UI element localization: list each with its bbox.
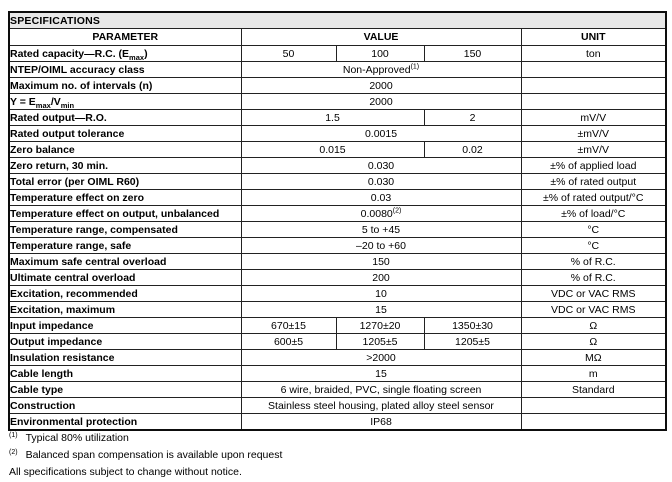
parameter-cell: Temperature effect on zero [9, 190, 241, 206]
value-cell: 10 [241, 286, 521, 302]
value-cell: 0.0015 [241, 126, 521, 142]
parameter-cell: Zero return, 30 min. [9, 158, 241, 174]
specifications-table [8, 11, 667, 431]
footnote [9, 447, 282, 464]
value-cell: 0.02 [424, 142, 521, 158]
value-cell: 0.015 [241, 142, 424, 158]
unit-cell: ton [521, 46, 666, 62]
unit-cell: % of R.C. [521, 270, 666, 286]
parameter-cell: Maximum no. of intervals (n) [9, 78, 241, 94]
page-title: SPECIFICATIONS [9, 12, 666, 29]
parameter-cell: Rated output—R.O. [9, 110, 241, 126]
table-row [9, 366, 666, 382]
parameter-cell: Rated capacity—R.C. $(E_{max})$ [9, 46, 241, 62]
value-cell: Stainless steel housing, plated alloy steel sensor [241, 398, 521, 414]
unit-cell: ±mV/V [521, 142, 666, 158]
unit-cell: ±% of load/°C [521, 206, 666, 222]
column-header-unit: UNIT [521, 29, 666, 46]
unit-cell: % of R.C. [521, 254, 666, 270]
value-cell: 6 wire, braided, PVC, single floating screen [241, 382, 521, 398]
value-cell: 150 [241, 254, 521, 270]
unit-cell: m [521, 366, 666, 382]
value-cell: 0.030 [241, 158, 521, 174]
unit-cell [521, 414, 666, 431]
parameter-cell: Total error (per OIML R60) [9, 174, 241, 190]
table-row [9, 94, 666, 110]
footnote-text: Typical 80% utilization [25, 432, 129, 444]
table-row [9, 78, 666, 94]
parameter-cell: Cable length [9, 366, 241, 382]
footnote-marker: (2) [9, 448, 18, 456]
value-cell: >2000 [241, 350, 521, 366]
parameter-cell: NTEP/OIML accuracy class [9, 62, 241, 78]
parameter-cell: Excitation, maximum [9, 302, 241, 318]
title-row [9, 12, 666, 29]
unit-cell: Standard [521, 382, 666, 398]
parameter-cell: Ultimate central overload [9, 270, 241, 286]
unit-cell: ±% of rated output [521, 174, 666, 190]
value-cell: 670±15 [241, 318, 336, 334]
value-cell: 1.5 [241, 110, 424, 126]
unit-cell: mV/V [521, 110, 666, 126]
footnote [9, 430, 282, 447]
parameter-cell: Output impedance [9, 334, 241, 350]
table-row [9, 334, 666, 350]
parameter-cell: Input impedance [9, 318, 241, 334]
table-row [9, 318, 666, 334]
table-row [9, 190, 666, 206]
unit-cell: MΩ [521, 350, 666, 366]
table-row [9, 286, 666, 302]
parameter-cell: $Y = E_{max}/V_{min}$ [9, 94, 241, 110]
unit-cell: Ω [521, 334, 666, 350]
value-cell: 150 [424, 46, 521, 62]
unit-cell: °C [521, 238, 666, 254]
value-cell: 1205±5 [424, 334, 521, 350]
unit-cell: ±% of rated output/°C [521, 190, 666, 206]
parameter-cell: Insulation resistance [9, 350, 241, 366]
column-header-value: VALUE [241, 29, 521, 46]
column-header-parameter: PARAMETER [9, 29, 241, 46]
unit-cell: Ω [521, 318, 666, 334]
value-cell: 5 to +45 [241, 222, 521, 238]
unit-cell: ±% of applied load [521, 158, 666, 174]
footnote-marker: (1) [9, 431, 18, 439]
unit-cell [521, 94, 666, 110]
table-row [9, 238, 666, 254]
column-header-row [9, 29, 666, 46]
value-cell: 0.0080$^{(2)}$ [241, 206, 521, 222]
unit-cell: ±mV/V [521, 126, 666, 142]
value-cell: 100 [336, 46, 424, 62]
table-row [9, 62, 666, 78]
parameter-cell: Zero balance [9, 142, 241, 158]
parameter-cell: Temperature range, compensated [9, 222, 241, 238]
table-row [9, 174, 666, 190]
spec-table-body [9, 46, 666, 431]
table-row [9, 158, 666, 174]
table-row [9, 350, 666, 366]
parameter-cell: Environmental protection [9, 414, 241, 431]
unit-cell [521, 78, 666, 94]
table-row [9, 382, 666, 398]
unit-cell: VDC or VAC RMS [521, 286, 666, 302]
table-row [9, 126, 666, 142]
value-cell: 0.030 [241, 174, 521, 190]
unit-cell: VDC or VAC RMS [521, 302, 666, 318]
value-cell: 1350±30 [424, 318, 521, 334]
table-row [9, 398, 666, 414]
parameter-cell: Rated output tolerance [9, 126, 241, 142]
value-cell: 2000 [241, 94, 521, 110]
value-cell: 200 [241, 270, 521, 286]
table-row [9, 302, 666, 318]
table-row [9, 46, 666, 62]
table-row [9, 142, 666, 158]
table-row [9, 414, 666, 431]
unit-cell [521, 398, 666, 414]
table-row [9, 110, 666, 126]
unit-cell [521, 62, 666, 78]
value-cell: 50 [241, 46, 336, 62]
value-cell: 2 [424, 110, 521, 126]
table-row [9, 222, 666, 238]
value-cell: Non-Approved$^{(1)}$ [241, 62, 521, 78]
unit-cell: °C [521, 222, 666, 238]
parameter-cell: Temperature effect on output, unbalanced [9, 206, 241, 222]
parameter-cell: Excitation, recommended [9, 286, 241, 302]
value-cell: 15 [241, 366, 521, 382]
value-cell: 15 [241, 302, 521, 318]
footnote-text: Balanced span compensation is available upon request [25, 449, 283, 461]
footnotes-section [9, 430, 282, 481]
value-cell: –20 to +60 [241, 238, 521, 254]
parameter-cell: Temperature range, safe [9, 238, 241, 254]
table-row [9, 270, 666, 286]
table-row [9, 254, 666, 270]
parameter-cell: Cable type [9, 382, 241, 398]
disclaimer-text: All specifications subject to change without notice. [9, 466, 242, 478]
value-cell: 600±5 [241, 334, 336, 350]
value-cell: 2000 [241, 78, 521, 94]
value-cell: IP68 [241, 414, 521, 431]
table-row [9, 206, 666, 222]
parameter-cell: Construction [9, 398, 241, 414]
parameter-cell: Maximum safe central overload [9, 254, 241, 270]
value-cell: 1205±5 [336, 334, 424, 350]
value-cell: 1270±20 [336, 318, 424, 334]
value-cell: 0.03 [241, 190, 521, 206]
